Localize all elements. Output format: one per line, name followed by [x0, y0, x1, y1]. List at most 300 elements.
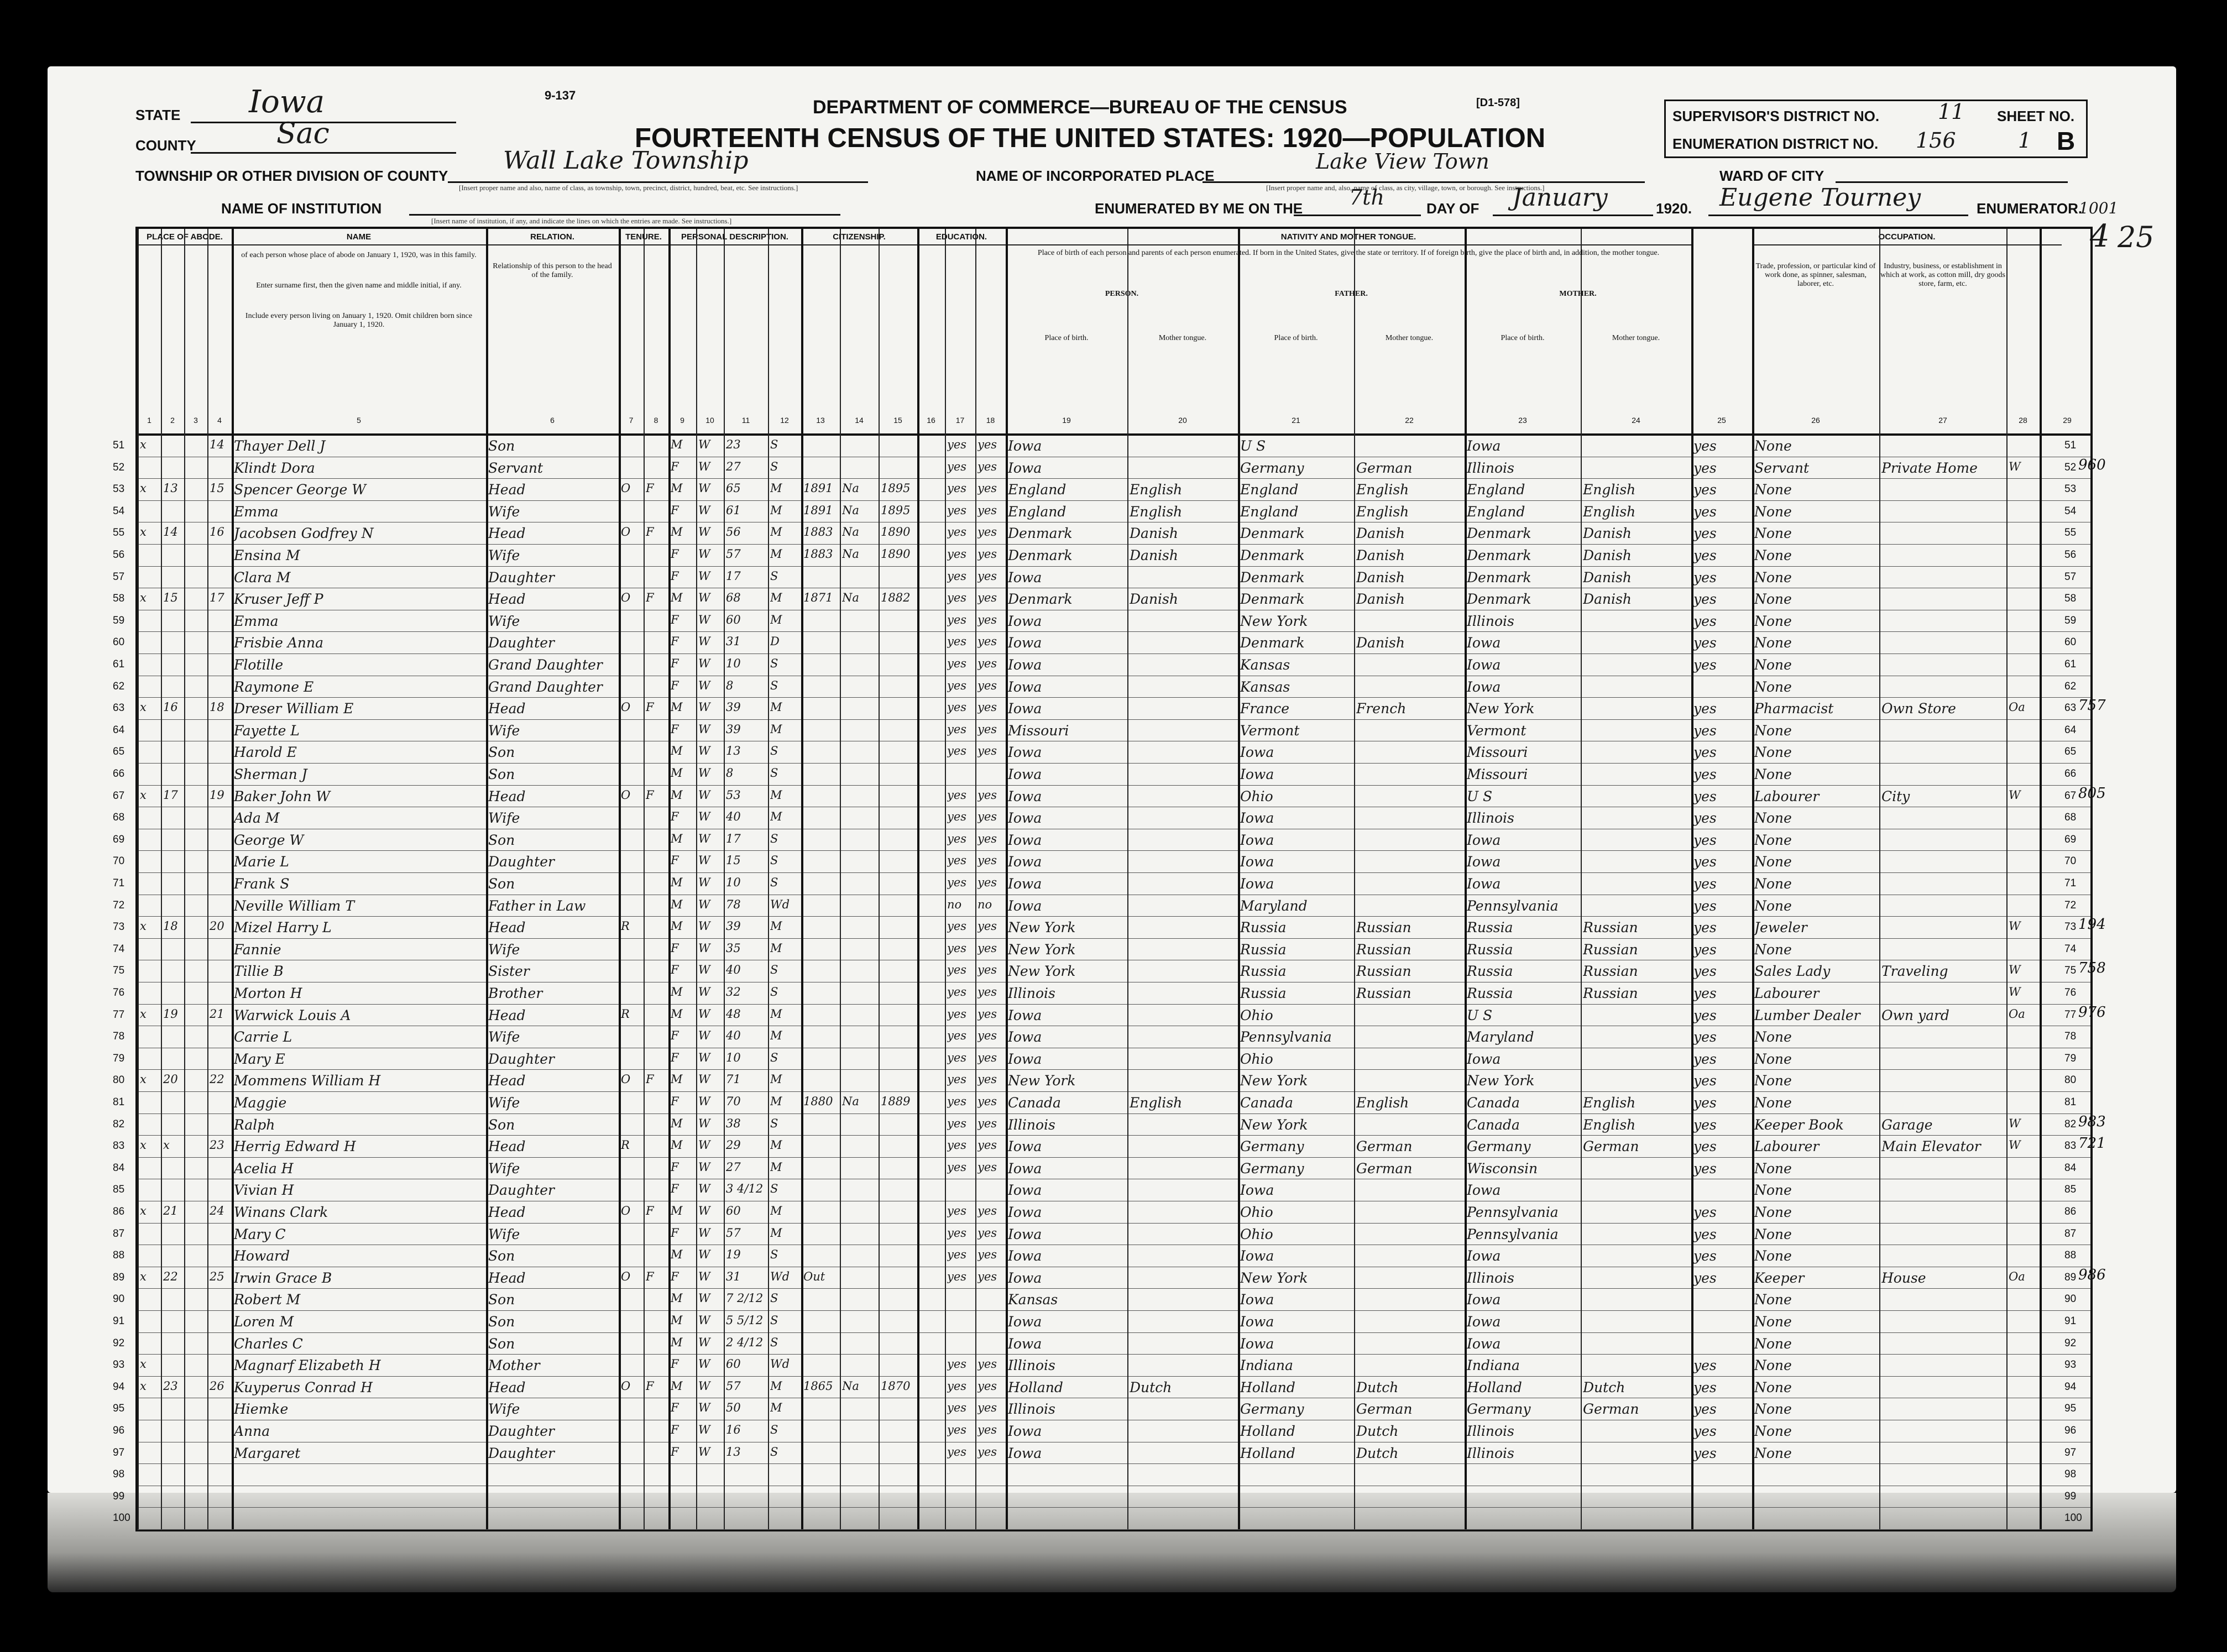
cell-h: 21	[163, 1204, 178, 1217]
line-number-right: 86	[2064, 1206, 2077, 1217]
margin-note: 976	[2078, 1003, 2106, 1021]
cell-eng: yes	[1693, 1029, 1717, 1045]
cell-trade: Keeper	[1754, 1269, 1805, 1286]
cell-read: yes	[947, 503, 967, 517]
cell-sex: F	[671, 1095, 679, 1108]
cell-ms: Wd	[770, 1357, 790, 1371]
cell-eng: yes	[1693, 897, 1717, 914]
corner-number: 1001	[2079, 199, 2119, 217]
cell-race: W	[698, 1445, 710, 1458]
cell-eng: yes	[1693, 722, 1717, 739]
cell-name: Ensina M	[234, 547, 300, 563]
cell-rel: Wife	[488, 613, 520, 629]
column-number: 16	[927, 416, 935, 425]
cell-mmt: Danish	[1583, 591, 1632, 608]
cell-ms: M	[770, 613, 782, 626]
line-number-right: 65	[2064, 746, 2077, 758]
day-value: 7th	[1349, 185, 1384, 210]
cell-fmt: Danish	[1356, 525, 1405, 542]
group-relation: RELATION.	[486, 232, 619, 245]
cell-fpob: New York	[1240, 1116, 1308, 1133]
cell-name: Kuyperus Conrad H	[234, 1379, 373, 1395]
cell-eng: yes	[1693, 744, 1717, 761]
cell-fpob: Denmark	[1240, 635, 1305, 651]
cell-mt: Danish	[1130, 591, 1178, 608]
cell-pob: Iowa	[1008, 569, 1042, 585]
cell-mpob: Iowa	[1467, 1335, 1501, 1352]
cell-mort: F	[646, 591, 654, 605]
cell-ms: M	[770, 591, 782, 605]
cell-own: R	[621, 1138, 630, 1152]
cell-age: 39	[726, 700, 741, 714]
cell-sex: M	[671, 766, 683, 780]
cell-read: yes	[947, 613, 967, 626]
cell-mpob: Maryland	[1467, 1029, 1534, 1045]
cell-age: 39	[726, 919, 741, 933]
cell-rel: Head	[488, 1379, 526, 1395]
margin-note: 721	[2078, 1135, 2106, 1152]
cell-eng: yes	[1693, 985, 1717, 1001]
cell-age: 17	[726, 832, 741, 845]
cell-ms: S	[770, 1314, 778, 1327]
table-row	[113, 697, 2106, 720]
cell-sex: F	[671, 722, 679, 736]
table-row	[113, 872, 2090, 895]
state-label: STATE	[135, 107, 181, 123]
cell-mmt: German	[1583, 1138, 1639, 1155]
cell-mpob: Germany	[1467, 1138, 1531, 1155]
cell-emp: Oa	[2009, 1007, 2025, 1021]
person-tongue-head: Mother tongue.	[1158, 334, 1207, 342]
cell-sex: F	[671, 613, 679, 626]
cell-race: W	[698, 591, 710, 605]
cell-age: 16	[726, 1423, 741, 1436]
cell-ms: Wd	[770, 1269, 790, 1283]
line-number-right: 93	[2064, 1359, 2077, 1371]
place-note: [Insert proper name and, also, name of class, as city, village, town, or borough. See instructions.]	[1266, 184, 1545, 192]
cell-own: O	[621, 1269, 631, 1283]
cell-fpob: Maryland	[1240, 897, 1308, 914]
line-number-right: 55	[2064, 527, 2077, 539]
cell-mpob: New York	[1467, 700, 1535, 717]
cell-name: Harold E	[234, 744, 297, 761]
cell-name: Dreser William E	[234, 700, 354, 717]
cell-age: 78	[726, 897, 741, 911]
column-number: 29	[2063, 416, 2072, 425]
cell-eng: yes	[1693, 1204, 1717, 1220]
cell-race: W	[698, 1401, 710, 1415]
cell-mort: F	[646, 1204, 654, 1217]
cell-name: Fayette L	[234, 722, 300, 739]
table-row	[113, 916, 2106, 939]
cell-rel: Head	[488, 591, 526, 608]
cell-own: O	[621, 1073, 631, 1086]
cell-pob: Canada	[1008, 1095, 1061, 1111]
cell-mpob: England	[1467, 503, 1525, 520]
cell-fmt: German	[1356, 1160, 1413, 1177]
cell-pob: Missouri	[1008, 722, 1069, 739]
cell-fpob: Pennsylvania	[1240, 1029, 1332, 1045]
margin-note: 758	[2078, 960, 2106, 977]
cell-trade: None	[1754, 876, 1792, 892]
cell-name: Clara M	[234, 569, 291, 585]
table-row	[113, 1507, 2090, 1530]
cell-trade: None	[1754, 722, 1792, 739]
cell-ind: Own Store	[1881, 700, 1956, 717]
table-row	[113, 1310, 2090, 1333]
table-row	[113, 719, 2090, 742]
table-row	[113, 1332, 2090, 1355]
cell-name: Tillie B	[234, 963, 284, 980]
cell-ms: M	[770, 722, 782, 736]
cell-pob: Iowa	[1008, 1269, 1042, 1286]
cell-eng: yes	[1693, 1401, 1717, 1418]
cell-own: R	[621, 1007, 630, 1021]
column-number: 8	[654, 416, 658, 425]
cell-age: 23	[726, 438, 741, 451]
cell-age: 60	[726, 1204, 741, 1217]
cell-rel: Father in Law	[488, 897, 586, 914]
cell-read: yes	[947, 525, 967, 539]
table-row	[113, 829, 2090, 851]
table-row	[113, 1003, 2106, 1027]
cell-ind: Main Elevator	[1881, 1138, 1981, 1155]
cell-pob: Iowa	[1008, 678, 1042, 695]
ward-line	[1836, 156, 2068, 183]
cell-read: yes	[947, 1116, 967, 1130]
cell-age: 27	[726, 1160, 741, 1174]
cell-ms: M	[770, 941, 782, 955]
cell-eng: yes	[1693, 482, 1717, 498]
cell-name: Acelia H	[234, 1160, 294, 1177]
table-row	[113, 1376, 2090, 1399]
cell-mpob: Canada	[1467, 1116, 1520, 1133]
cell-write: yes	[977, 1073, 997, 1086]
cell-ms: M	[770, 1160, 782, 1174]
cell-pob: Denmark	[1008, 591, 1073, 608]
cell-mpob: Denmark	[1467, 569, 1531, 585]
cell-yn: 1890	[881, 525, 911, 539]
cell-age: 40	[726, 1029, 741, 1043]
cell-name: Maggie	[234, 1095, 287, 1111]
cell-eng: yes	[1693, 766, 1717, 782]
cell-rel: Head	[488, 700, 526, 717]
cell-trade: Keeper Book	[1754, 1116, 1844, 1133]
cell-read: yes	[947, 1445, 967, 1458]
cell-rel: Wife	[488, 722, 520, 739]
cell-pob: Iowa	[1008, 1138, 1042, 1155]
line-number: 57	[113, 571, 125, 583]
cell-rel: Head	[488, 1073, 526, 1089]
cell-read: yes	[947, 482, 967, 495]
cell-ms: S	[770, 1182, 778, 1196]
table-row	[113, 1442, 2090, 1465]
cell-mpob: England	[1467, 482, 1525, 498]
cell-mpob: Denmark	[1467, 591, 1531, 608]
cell-fmt: Danish	[1356, 569, 1405, 585]
cell-eng: yes	[1693, 1095, 1717, 1111]
cell-h: 18	[163, 919, 178, 933]
cell-write: yes	[977, 1095, 997, 1108]
cell-fpob: Germany	[1240, 1138, 1304, 1155]
cell-rel: Head	[488, 1138, 526, 1155]
cell-age: 19	[726, 1248, 741, 1262]
line-number: 67	[113, 790, 125, 802]
column-number: 4	[217, 416, 222, 425]
cell-race: W	[698, 547, 710, 561]
cell-fpob: England	[1240, 482, 1299, 498]
cell-yi: 1880	[803, 1095, 833, 1108]
cell-age: 7 2/12	[726, 1292, 764, 1305]
cell-h: 20	[163, 1073, 178, 1086]
cell-fpob: Canada	[1240, 1095, 1293, 1111]
cell-mmt: Danish	[1583, 547, 1632, 563]
cell-name: Mommens William H	[234, 1073, 381, 1089]
table-row	[113, 741, 2090, 764]
line-number: 80	[113, 1074, 125, 1086]
line-number: 99	[113, 1490, 125, 1502]
cell-mort: F	[646, 700, 654, 714]
line-number: 73	[113, 921, 125, 933]
cell-write: yes	[977, 1248, 997, 1262]
cell-eng: yes	[1693, 1116, 1717, 1133]
nativity-mother: MOTHER.	[1559, 290, 1597, 298]
cell-fpob: Iowa	[1240, 876, 1274, 892]
cell-pob: Iowa	[1008, 1314, 1042, 1330]
cell-nat: Na	[842, 525, 859, 539]
cell-write: yes	[977, 503, 997, 517]
cell-eng: yes	[1693, 1379, 1717, 1395]
cell-race: W	[698, 1335, 710, 1349]
cell-rel: Daughter	[488, 1423, 555, 1439]
cell-read: yes	[947, 919, 967, 933]
supervisor-value: 11	[1938, 100, 1965, 124]
cell-name: Warwick Louis A	[234, 1007, 351, 1023]
cell-emp: W	[2009, 963, 2021, 977]
cell-pob: Iowa	[1008, 1335, 1042, 1352]
cell-ms: M	[770, 525, 782, 539]
line-number-right: 76	[2064, 987, 2077, 998]
cell-eng: yes	[1693, 1226, 1717, 1242]
cell-name: Spencer George W	[234, 482, 366, 498]
cell-race: W	[698, 482, 710, 495]
cell-race: W	[698, 1073, 710, 1086]
cell-trade: None	[1754, 766, 1792, 782]
line-number-right: 87	[2064, 1227, 2077, 1240]
cell-pob: Iowa	[1008, 613, 1042, 629]
cell-race: W	[698, 722, 710, 736]
cell-sex: M	[671, 525, 683, 539]
cell-fmt: Russian	[1356, 985, 1412, 1001]
cell-race: W	[698, 1226, 710, 1240]
cell-trade: None	[1754, 525, 1792, 542]
line-number: 88	[113, 1250, 125, 1262]
column-number: 5	[357, 416, 361, 425]
line-number-right: 92	[2064, 1337, 2077, 1349]
cell-fpob: Russia	[1240, 985, 1287, 1001]
margin-note: 757	[2078, 697, 2106, 714]
cell-mt: English	[1130, 503, 1183, 520]
cell-write: yes	[977, 1357, 997, 1371]
institution-note: [Insert name of institution, if any, and indicate the lines on which the entries are made. See instructions.]	[431, 217, 732, 225]
line-number-right: 62	[2064, 680, 2077, 692]
table-header	[138, 229, 2090, 436]
cell-own: O	[621, 1204, 631, 1217]
cell-mpob: Illinois	[1467, 459, 1514, 476]
line-number-right: 51	[2064, 440, 2077, 451]
county-label: COUNTY	[135, 137, 196, 154]
line-number: 98	[113, 1468, 125, 1481]
line-number: 94	[113, 1381, 125, 1393]
cell-pob: Denmark	[1008, 547, 1073, 563]
cell-pob: Iowa	[1008, 1007, 1042, 1023]
line-number-right: 89	[2064, 1271, 2077, 1283]
cell-trade: Pharmacist	[1754, 700, 1834, 717]
cell-write: yes	[977, 1401, 997, 1415]
line-number-right: 81	[2064, 1096, 2077, 1108]
cell-h: 13	[163, 482, 178, 495]
group-citizenship: CITIZENSHIP.	[801, 232, 917, 245]
cell-f: 19	[210, 788, 224, 802]
cell-sex: F	[671, 810, 679, 824]
cell-rel: Wife	[488, 547, 520, 563]
group-tenure: TENURE.	[619, 232, 668, 245]
cell-ms: M	[770, 1226, 782, 1240]
cell-pob: New York	[1008, 1073, 1076, 1089]
group-personal: PERSONAL DESCRIPTION.	[668, 232, 801, 245]
cell-eng: yes	[1693, 919, 1717, 936]
cell-mpob: Iowa	[1467, 1182, 1501, 1199]
line-number: 59	[113, 614, 125, 626]
cell-trade: None	[1754, 635, 1792, 651]
cell-sex: M	[671, 1116, 683, 1130]
table-row	[113, 1069, 2090, 1092]
cell-trade: None	[1754, 1423, 1792, 1439]
line-number: 54	[113, 505, 125, 517]
table-row	[113, 566, 2090, 589]
mother-pob-head: Place of birth.	[1501, 334, 1545, 342]
cell-a: x	[140, 1007, 147, 1021]
cell-eng: yes	[1693, 941, 1717, 958]
cell-race: W	[698, 503, 710, 517]
line-number: 52	[113, 461, 125, 473]
cell-age: 39	[726, 722, 741, 736]
cell-trade: None	[1754, 897, 1792, 914]
cell-ind: Own yard	[1881, 1007, 1949, 1023]
cell-rel: Son	[488, 1116, 515, 1133]
cell-write: yes	[977, 459, 997, 473]
cell-rel: Wife	[488, 810, 520, 827]
line-number: 62	[113, 680, 125, 692]
cell-race: W	[698, 569, 710, 583]
cell-a: x	[140, 1357, 147, 1371]
cell-sex: M	[671, 1379, 683, 1393]
mother-tongue-head: Mother tongue.	[1612, 334, 1660, 342]
cell-pob: Illinois	[1008, 985, 1055, 1001]
column-number: 1	[147, 416, 151, 425]
line-number-right: 98	[2064, 1468, 2077, 1481]
cell-fpob: Russia	[1240, 963, 1287, 980]
cell-read: yes	[947, 635, 967, 649]
line-number-right: 70	[2064, 855, 2077, 867]
line-number: 82	[113, 1118, 125, 1130]
form-code: [D1-578]	[1476, 97, 1520, 109]
cell-age: 40	[726, 810, 741, 824]
cell-write: yes	[977, 854, 997, 867]
cell-mmt: English	[1583, 503, 1636, 520]
cell-read: yes	[947, 832, 967, 845]
cell-a: x	[140, 1379, 147, 1393]
cell-own: O	[621, 525, 631, 539]
cell-write: yes	[977, 569, 997, 583]
cell-rel: Sister	[488, 963, 530, 980]
table-row	[113, 938, 2090, 961]
cell-fpob: Denmark	[1240, 591, 1305, 608]
cell-write: yes	[977, 438, 997, 451]
cell-fmt: French	[1356, 700, 1407, 717]
cell-h: 14	[163, 525, 178, 539]
cell-trade: Labourer	[1754, 985, 1820, 1001]
cell-pob: Denmark	[1008, 525, 1073, 542]
cell-rel: Son	[488, 438, 515, 454]
dept-title: DEPARTMENT OF COMMERCE—BUREAU OF THE CENSUS	[813, 97, 1347, 118]
table-row	[113, 1201, 2090, 1224]
line-number-right: 63	[2064, 702, 2077, 714]
cell-trade: None	[1754, 503, 1792, 520]
cell-mmt: Russian	[1583, 919, 1638, 936]
line-number: 76	[113, 987, 125, 998]
cell-rel: Head	[488, 1269, 526, 1286]
cell-mpob: Russia	[1467, 985, 1513, 1001]
cell-mpob: Iowa	[1467, 635, 1501, 651]
cell-ms: S	[770, 678, 778, 692]
cell-ms: S	[770, 854, 778, 867]
line-number: 100	[113, 1512, 130, 1524]
line-number: 83	[113, 1140, 125, 1152]
cell-mpob: Germany	[1467, 1401, 1531, 1418]
cell-fmt: Dutch	[1356, 1423, 1399, 1439]
cell-write: yes	[977, 1050, 997, 1064]
cell-pob: England	[1008, 503, 1067, 520]
cell-pob: Illinois	[1008, 1401, 1055, 1418]
cell-sex: M	[671, 919, 683, 933]
line-number-right: 97	[2064, 1446, 2077, 1458]
cell-sex: F	[671, 1050, 679, 1064]
cell-write: yes	[977, 985, 997, 998]
line-number: 63	[113, 702, 125, 714]
line-number: 91	[113, 1315, 125, 1327]
table-row	[113, 785, 2106, 808]
cell-sex: M	[671, 1292, 683, 1305]
cell-trade: Servant	[1754, 459, 1810, 476]
cell-name: Sherman J	[234, 766, 307, 782]
cell-ms: M	[770, 788, 782, 802]
cell-rel: Brother	[488, 985, 543, 1001]
cell-ind: House	[1881, 1269, 1926, 1286]
cell-a: x	[140, 1269, 147, 1283]
line-number-right: 68	[2064, 812, 2077, 824]
cell-fpob: New York	[1240, 613, 1308, 629]
cell-nat: Na	[842, 482, 859, 495]
county-value: Sac	[276, 117, 330, 150]
cell-mort: F	[646, 482, 654, 495]
cell-rel: Wife	[488, 941, 520, 958]
institution-line	[409, 195, 840, 216]
cell-age: 38	[726, 1116, 741, 1130]
cell-name: Carrie L	[234, 1029, 292, 1045]
cell-read: no	[947, 897, 962, 911]
cell-ms: M	[770, 1138, 782, 1152]
